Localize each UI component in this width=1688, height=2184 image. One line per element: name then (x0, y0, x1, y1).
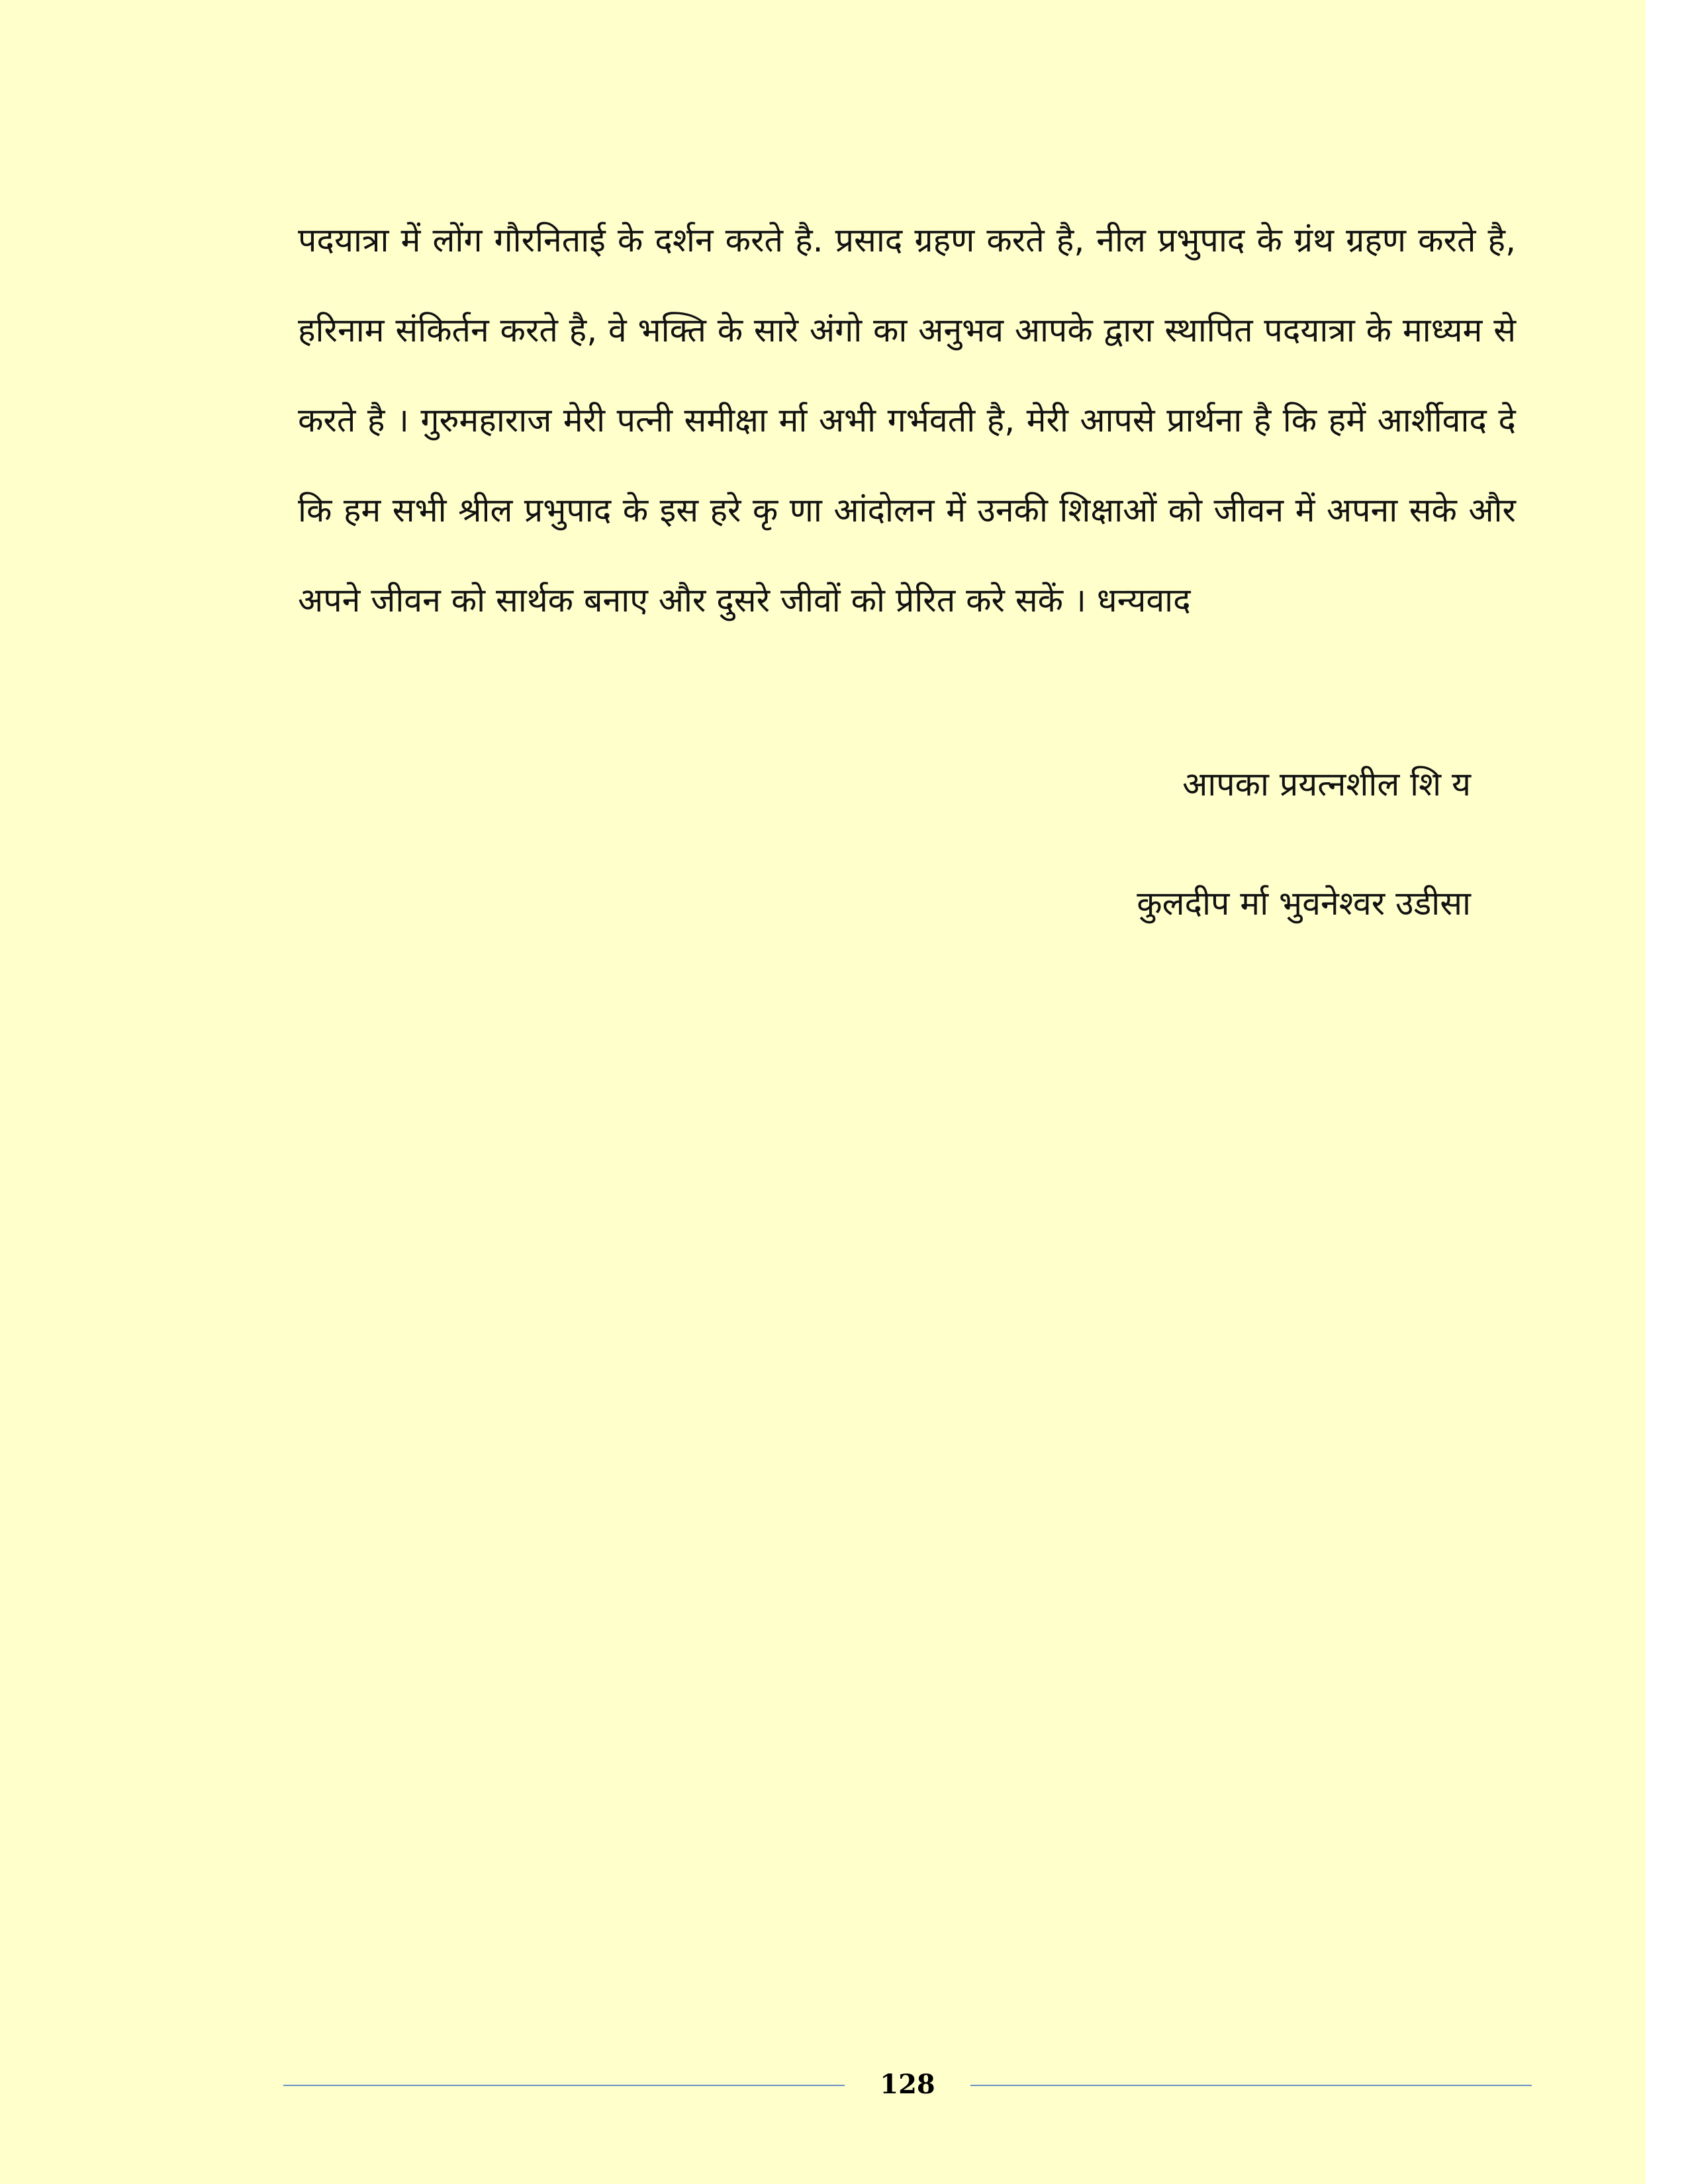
footer-rule-right (970, 2085, 1532, 2086)
letter-body-paragraph: पदयात्रा में लोंग गौरनिताई के दर्शन करते है. प्रसाद ग्रहण करते है, नील प्रभुपाद के ग्रंथ ग्रहण करते है, हरिनाम संकिर्तन करते है, वे भक्ति के सारे अंगो का अनुभव आपके द्वारा स्थापित पदयात्रा के माध्यम से करते है । गुरुमहाराज मेरी पत्नी समीक्षा र्मा अभी गर्भवती है, मेरी आपसे प्रार्थना है कि हमें आर्शीवाद दे कि हम सभी श्रील प्रभुपाद के इस हरे कृ णा आंदोलन में उनकी शिक्षाओं को जीवन में अपना सके और अपने जीवन को सार्थक बनाए और दुसरे जीवों को प्रेरित करे सकें । धन्यवाद (298, 221, 1516, 619)
letter-closing: आपका प्रयत्नशील शि य (1182, 765, 1471, 803)
letter-signature: कुलदीप र्मा भुवनेश्वर उडीसा (1137, 884, 1471, 923)
page-number: 128 (880, 2069, 935, 2100)
footer-rule-left (283, 2085, 845, 2086)
